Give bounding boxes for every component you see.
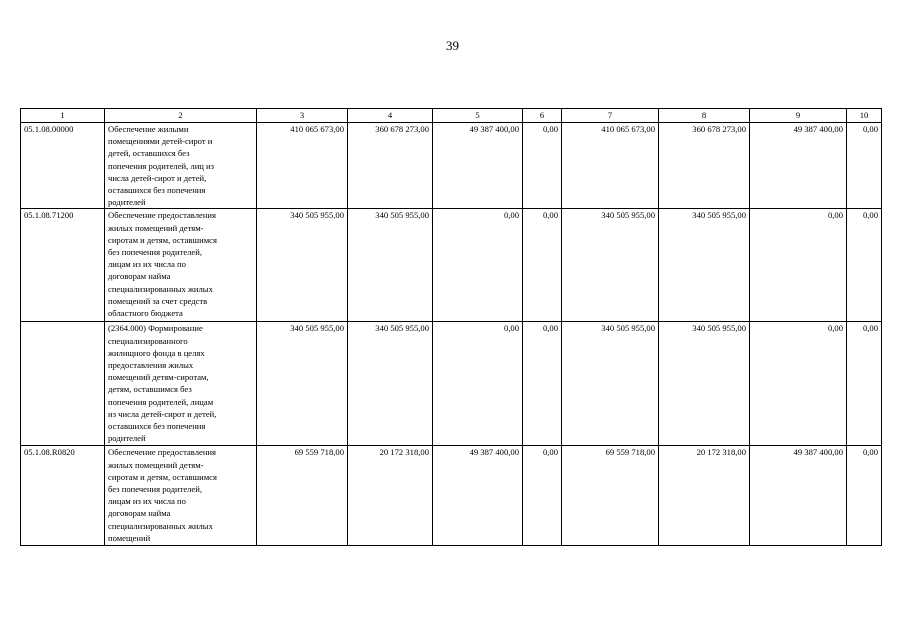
cell-col5: 49 387 400,00: [433, 446, 523, 546]
cell-col5: 0,00: [433, 322, 523, 446]
cell-col5: 49 387 400,00: [433, 123, 523, 209]
row-code: [21, 322, 105, 446]
cell-col4: 340 505 955,00: [348, 322, 433, 446]
cell-col6: 0,00: [523, 209, 562, 322]
cell-col3: 69 559 718,00: [257, 446, 348, 546]
cell-col5: 0,00: [433, 209, 523, 322]
column-header-7: 7: [562, 109, 659, 123]
cell-col4: 340 505 955,00: [348, 209, 433, 322]
row-name: Обеспечение предоставления жилых помещений детям- сиротам и детям, оставшимся без попечения родителей, лицам из их числа по договорам найма специализированных жилых помещений: [105, 446, 257, 546]
column-header-9: 9: [750, 109, 847, 123]
row-code: 05.1.08.71200: [21, 209, 105, 322]
cell-col8: 20 172 318,00: [659, 446, 750, 546]
table-row: [21, 446, 882, 546]
cell-col7: 340 505 955,00: [562, 322, 659, 446]
cell-col9: 49 387 400,00: [750, 446, 847, 546]
cell-col4: 20 172 318,00: [348, 446, 433, 546]
row-code: 05.1.08.R0820: [21, 446, 105, 546]
cell-col6: 0,00: [523, 123, 562, 209]
column-header-3: 3: [257, 109, 348, 123]
row-code: 05.1.08.00000: [21, 123, 105, 209]
column-header-6: 6: [523, 109, 562, 123]
table-row: [21, 322, 882, 446]
table-header: [21, 109, 882, 123]
row-name: (2364.000) Формирование специализированного жилищного фонда в целях предоставления жилых помещений детям-сиротам, детям, оставшимся без попечения родителей, лицам из числа детей-сирот и детей, оставшихся без попечения родителей: [105, 322, 257, 446]
table-body: [21, 123, 882, 546]
column-header-1: 1: [21, 109, 105, 123]
cell-col10: 0,00: [847, 446, 882, 546]
cell-col10: 0,00: [847, 209, 882, 322]
cell-col6: 0,00: [523, 322, 562, 446]
cell-col3: 410 065 673,00: [257, 123, 348, 209]
cell-col9: 0,00: [750, 209, 847, 322]
page-number: 39: [446, 38, 459, 53]
cell-col10: 0,00: [847, 322, 882, 446]
cell-col7: 410 065 673,00: [562, 123, 659, 209]
budget-table: [20, 108, 882, 546]
row-name: Обеспечение предоставления жилых помещений детям- сиротам и детям, оставшимся без попечения родителей, лицам из их числа по договорам найма специализированных жилых помещений за счет средств областного бюджета: [105, 209, 257, 322]
cell-col4: 360 678 273,00: [348, 123, 433, 209]
column-header-5: 5: [433, 109, 523, 123]
column-header-4: 4: [348, 109, 433, 123]
cell-col8: 340 505 955,00: [659, 209, 750, 322]
column-header-2: 2: [105, 109, 257, 123]
cell-col10: 0,00: [847, 123, 882, 209]
table-row: [21, 209, 882, 322]
cell-col8: 360 678 273,00: [659, 123, 750, 209]
cell-col3: 340 505 955,00: [257, 322, 348, 446]
cell-col8: 340 505 955,00: [659, 322, 750, 446]
cell-col7: 69 559 718,00: [562, 446, 659, 546]
cell-col3: 340 505 955,00: [257, 209, 348, 322]
column-header-10: 10: [847, 109, 882, 123]
cell-col9: 0,00: [750, 322, 847, 446]
column-header-8: 8: [659, 109, 750, 123]
row-name: Обеспечение жилыми помещениями детей-сирот и детей, оставшихся без попечения родителей, лиц из числа детей-сирот и детей, оставшихся без попечения родителей: [105, 123, 257, 209]
table-row: [21, 123, 882, 209]
header-row: [21, 109, 882, 123]
cell-col6: 0,00: [523, 446, 562, 546]
cell-col9: 49 387 400,00: [750, 123, 847, 209]
cell-col7: 340 505 955,00: [562, 209, 659, 322]
